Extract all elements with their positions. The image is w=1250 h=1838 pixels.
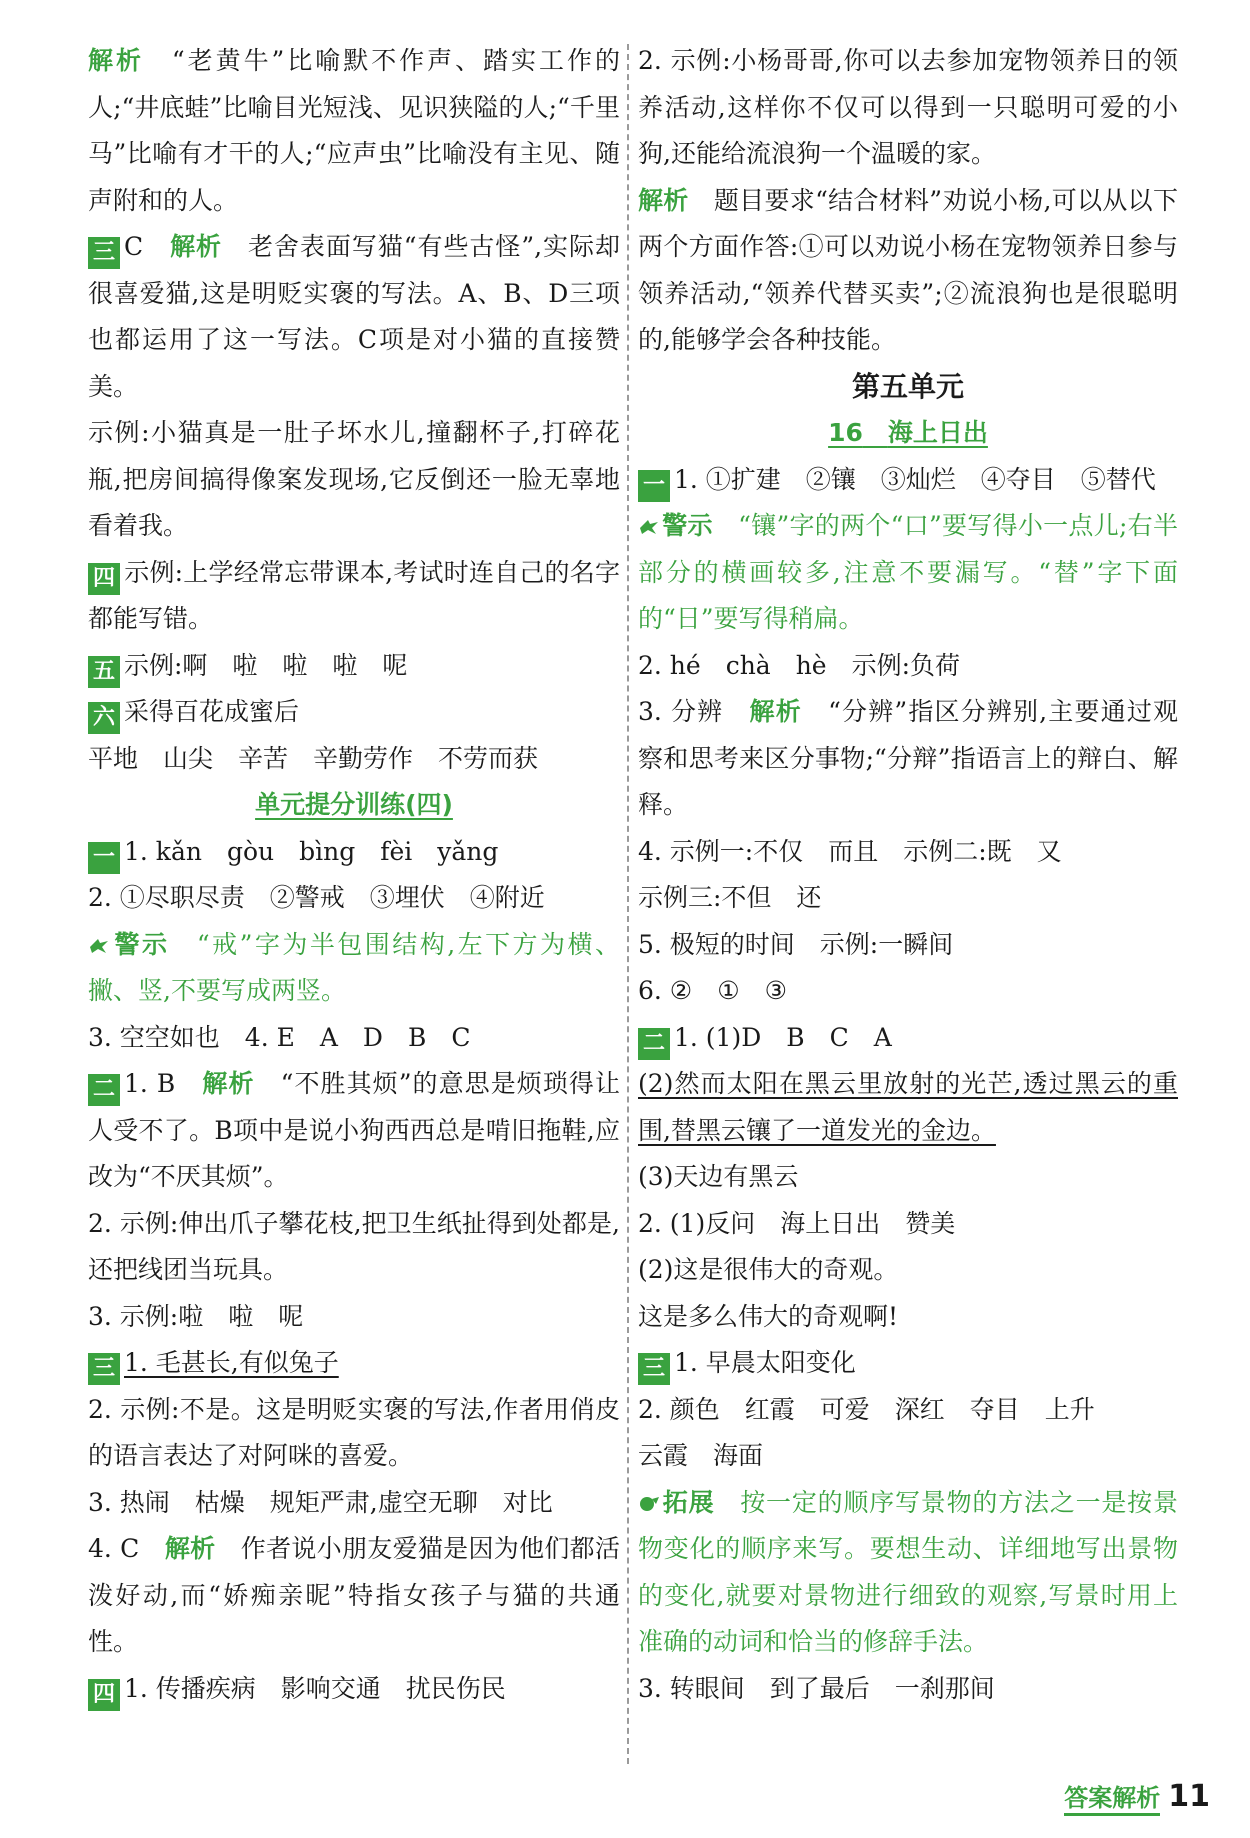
unit-q1-2: 2. ①尽职尽责 ②警戒 ③埋伏 ④附近 xyxy=(88,883,545,912)
lesson-q1-5: 5. 极短的时间 示例:一瞬间 xyxy=(638,929,954,959)
q-number-box: 三 xyxy=(88,237,120,269)
question-6: 六 采得百花成蜜后 xyxy=(88,689,620,736)
analysis-label: 解析 xyxy=(88,46,144,75)
column-divider xyxy=(627,44,629,1764)
lesson-q1-2: 2. hé chà hè 示例:负荷 xyxy=(638,650,961,680)
warning-icon xyxy=(638,518,660,536)
lesson-q3-2b: 云霞 海面 xyxy=(638,1441,764,1470)
question-3: 三 C 解析 老舍表面写猫“有些古怪”,实际却很喜爱猫,这是明贬实褒的写法。A、B、D三项也都运用了这一写法。C项是对小猫的直接赞美。 xyxy=(88,232,620,401)
q-number-box: 一 xyxy=(88,842,120,874)
unit-q4-1: 四 1. 传播疾病 影响交通 扰民伤民 xyxy=(88,1666,620,1713)
q-number-box: 二 xyxy=(88,1074,120,1106)
q-number-box: 四 xyxy=(88,1679,120,1711)
q-number-box: 三 xyxy=(638,1353,670,1385)
footer-label: 答案解析 xyxy=(1064,1778,1160,1816)
lesson-q1-1: 一 1. ①扩建 ②镶 ③灿烂 ④夺目 ⑤替代 xyxy=(638,457,1178,504)
unit-q2-3: 3. 示例:啦 啦 呢 xyxy=(88,1301,304,1331)
lesson-q2-2-3: 这是多么伟大的奇观啊! xyxy=(638,1301,899,1331)
lesson-q2-1-3: (3)天边有黑云 xyxy=(638,1162,799,1191)
lesson-q2-1: 二 1. (1)D B C A xyxy=(638,1015,1178,1062)
lesson-q1-6: 6. ② ① ③ xyxy=(638,976,788,1005)
analysis-label: 解析 xyxy=(638,185,689,215)
question-6-words: 平地 山尖 辛苦 辛勤劳作 不劳而获 xyxy=(88,743,539,773)
analysis-label: 解析 xyxy=(749,697,802,726)
analysis-label: 解析 xyxy=(164,1534,216,1563)
warning-block-2: 警示 “镶”字的两个“口”要写得小一点儿;右半部分的横画较多,注意不要漏写。“替”字下面的“日”要写得稍扁。 xyxy=(638,511,1178,633)
unit-q2-2: 2. 示例:伸出爪子攀花枝,把卫生纸扯得到处都是,还把线团当玩具。 xyxy=(88,1208,620,1284)
lesson-title: 16 海上日出 xyxy=(828,418,988,447)
unit-section-title: 单元提分训练(四) xyxy=(255,790,453,819)
lesson-q1-4b: 示例三:不但 还 xyxy=(638,883,822,912)
lesson-q3-1: 三 1. 早晨太阳变化 xyxy=(638,1340,1178,1387)
page-number: 11 xyxy=(1168,1779,1210,1814)
unit-q3-3: 3. 热闹 枯燥 规矩严肃,虚空无聊 对比 xyxy=(88,1487,553,1517)
page-footer xyxy=(1064,1778,1210,1816)
analysis-label: 解析 xyxy=(202,1069,255,1098)
q-number-box: 五 xyxy=(88,656,120,688)
unit-q2-1: 二 1. B 解析 “不胜其烦”的意思是烦琐得让人受不了。B项中是说小狗西西总是啃旧拖鞋,应改为“不厌其烦”。 xyxy=(88,1069,620,1191)
q-number-box: 二 xyxy=(638,1028,670,1060)
question-4: 四 示例:上学经常忘带课本,考试时连自己的名字都能写错。 xyxy=(88,557,620,633)
lesson-q2-2-2: (2)这是很伟大的奇观。 xyxy=(638,1255,899,1284)
analysis-block-2: 解析 题目要求“结合材料”劝说小杨,可以从以下两个方面作答:①可以劝说小杨在宠物领养日参与领养活动,“领养代替买卖”;②流浪狗也是很聪明的,能够学会各种技能。 xyxy=(638,185,1178,354)
unit-5-title: 第五单元 xyxy=(851,369,964,403)
lesson-q3-2: 2. 颜色 红霞 可爱 深红 夺目 上升 xyxy=(638,1394,1095,1424)
answer-2-example: 2. 示例:小杨哥哥,你可以去参加宠物领养日的领养活动,这样你不仅可以得到一只聪明可爱的小狗,还能给流浪狗一个温暖的家。 xyxy=(638,46,1178,168)
question-5: 五 示例:啊 啦 啦 啦 呢 xyxy=(88,643,620,690)
lesson-q1-3: 3. 分辨 解析 “分辨”指区分辨别,主要通过观察和思考来区分事物;“分辩”指语言上的辩白、解释。 xyxy=(638,697,1178,819)
unit-q1-1: 一 1. kǎn gòu bìng fèi yǎng xyxy=(88,829,620,876)
lesson-q2-2: 2. (1)反问 海上日出 赞美 xyxy=(638,1208,956,1238)
extend-icon xyxy=(638,1495,660,1513)
warning-block-1: 警示 “戒”字为半包围结构,左下方为横、撇、竖,不要写成两竖。 xyxy=(88,929,620,1005)
unit-q1-3: 3. 空空如也 4. E A D B C xyxy=(88,1022,471,1052)
unit-q3-1: 三 1. 毛甚长,有似兔子 xyxy=(88,1340,620,1387)
left-column xyxy=(88,38,620,1712)
analysis-label: 解析 xyxy=(170,232,223,261)
analysis-block-1: 解析 “老黄牛”比喻默不作声、踏实工作的人;“井底蛙”比喻目光短浅、见识狭隘的人;“千里马”比喻有才干的人;“应声虫”比喻没有主见、随声附和的人。 xyxy=(88,46,620,215)
question-3-example: 示例:小猫真是一肚子坏水儿,撞翻杯子,打碎花瓶,把房间搞得像案发现场,它反倒还一脸无辜地看着我。 xyxy=(88,418,620,540)
q-number-box: 六 xyxy=(88,702,120,734)
q-number-box: 四 xyxy=(88,563,120,595)
lesson-q1-4a: 4. 示例一:不仅 而且 示例二:既 又 xyxy=(638,836,1062,866)
q-number-box: 一 xyxy=(638,470,670,502)
right-column xyxy=(638,38,1178,1712)
unit-q3-4: 4. C 解析 作者说小朋友爱猫是因为他们都活泼好动,而“娇痴亲昵”特指女孩子与猫的共通性。 xyxy=(88,1534,620,1656)
lesson-q2-1-2: (2)然而太阳在黑云里放射的光芒,透过黑云的重围,替黑云镶了一道发光的金边。 xyxy=(638,1069,1178,1145)
warning-icon xyxy=(88,937,110,955)
lesson-q3-3: 3. 转眼间 到了最后 一刹那间 xyxy=(638,1673,995,1703)
extend-block: 拓展 按一定的顺序写景物的方法之一是按景物变化的顺序来写。要想生动、详细地写出景物的变化,就要对景物进行细致的观察,写景时用上准确的动词和恰当的修辞手法。 xyxy=(638,1487,1178,1656)
unit-q3-2: 2. 示例:不是。这是明贬实褒的写法,作者用俏皮的语言表达了对阿咪的喜爱。 xyxy=(88,1394,620,1470)
q-number-box: 三 xyxy=(88,1353,120,1385)
